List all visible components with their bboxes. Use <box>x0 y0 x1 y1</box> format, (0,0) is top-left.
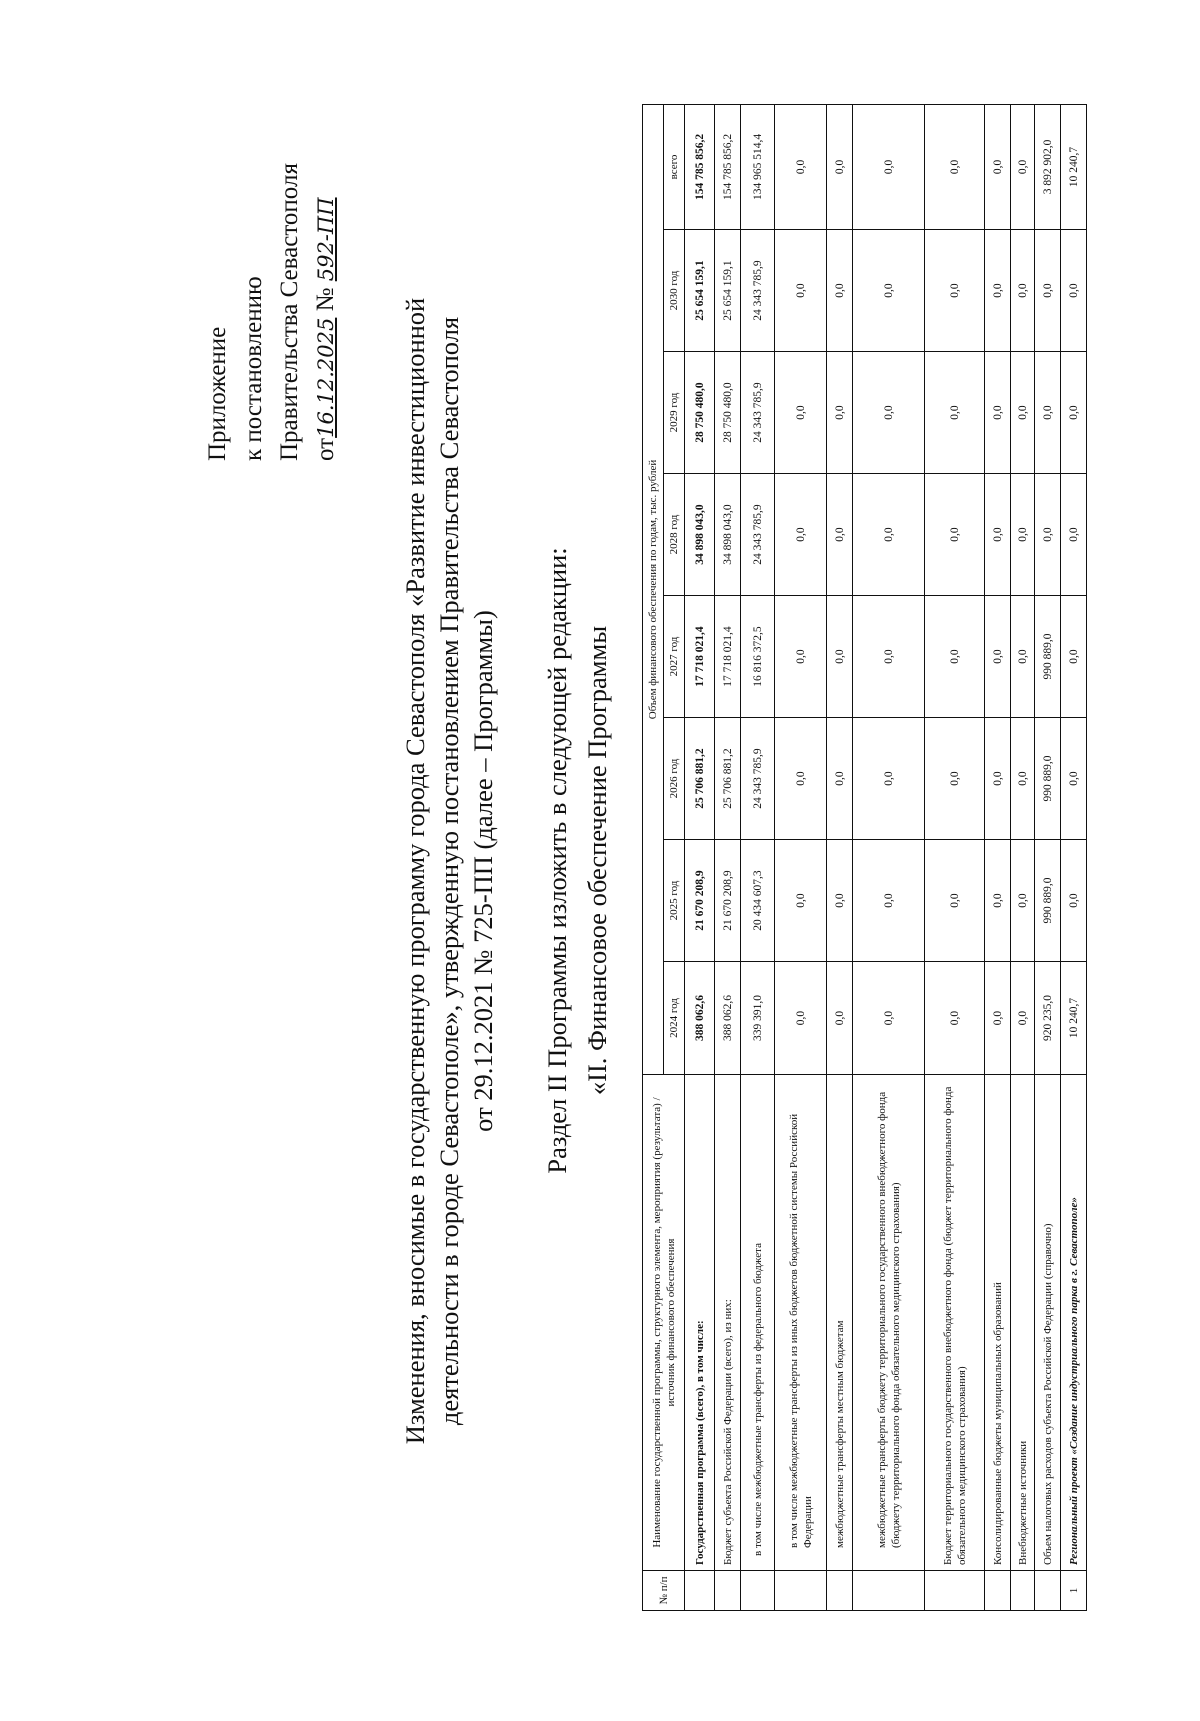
row-value: 0,0 <box>775 352 827 474</box>
table-row <box>853 104 925 1610</box>
section-title <box>580 0 614 1721</box>
heading-line-3: от 29.12.2021 № 725-ПП (далее – Программы) <box>468 610 498 1132</box>
row-value: 0,0 <box>1011 352 1035 474</box>
row-value: 34 898 043,0 <box>685 474 715 596</box>
header-name: Наименование государственной программы, структурного элемента, мероприятия (результата) / источник финансового обеспечения <box>643 1075 685 1571</box>
header-year: 2028 год <box>664 474 685 596</box>
row-num <box>715 1571 741 1611</box>
row-value: 0,0 <box>827 962 853 1075</box>
table-row <box>715 104 741 1610</box>
table-row <box>925 104 985 1610</box>
row-value: 3 892 902,0 <box>1035 104 1061 229</box>
row-value: 0,0 <box>1061 718 1087 840</box>
row-num <box>1011 1571 1035 1611</box>
row-value: 0,0 <box>1011 718 1035 840</box>
row-value: 388 062,6 <box>685 962 715 1075</box>
table-row <box>775 104 827 1610</box>
heading-line-1: Изменения, вносимые в государственную программу города Севастополя «Развитие инвестиционной <box>400 297 430 1445</box>
heading-line-2: деятельности в городе Севастополе», утвержденную постановлением Правительства Севастополя <box>434 316 464 1426</box>
row-name: межбюджетные трансферты бюджету территориального государственного внебюджетного фонда (бюджету территориального фонда обязательного медицинского страхования) <box>853 1075 925 1571</box>
row-value: 339 391,0 <box>741 962 775 1075</box>
header-year: 2025 год <box>664 840 685 962</box>
row-num <box>925 1571 985 1611</box>
row-value: 24 343 785,9 <box>741 718 775 840</box>
header-year: 2026 год <box>664 718 685 840</box>
table-row <box>1061 104 1087 1610</box>
row-value: 0,0 <box>985 230 1011 352</box>
appendix-number: 592-ПП <box>314 197 338 282</box>
row-value: 0,0 <box>985 352 1011 474</box>
row-value: 0,0 <box>985 596 1011 718</box>
row-num <box>1035 1571 1061 1611</box>
section-title-text: «II. Финансовое обеспечение Программы <box>582 625 612 1096</box>
row-value: 0,0 <box>853 840 925 962</box>
row-num <box>853 1571 925 1611</box>
row-value: 0,0 <box>925 352 985 474</box>
appendix-block <box>200 163 344 461</box>
row-value: 24 343 785,9 <box>741 352 775 474</box>
appendix-title: Приложение <box>204 326 231 461</box>
row-value: 0,0 <box>775 596 827 718</box>
row-value: 0,0 <box>853 596 925 718</box>
row-value: 388 062,6 <box>715 962 741 1075</box>
row-value: 154 785 856,2 <box>715 104 741 229</box>
document-heading <box>398 151 500 1591</box>
row-value: 0,0 <box>853 474 925 596</box>
row-value: 0,0 <box>827 352 853 474</box>
row-value: 0,0 <box>925 962 985 1075</box>
row-name: межбюджетные трансферты местным бюджетам <box>827 1075 853 1571</box>
table-header-row-1 <box>643 104 664 1610</box>
financing-table <box>642 104 1087 1611</box>
row-value: 0,0 <box>775 474 827 596</box>
row-value: 0,0 <box>985 962 1011 1075</box>
row-value: 0,0 <box>1011 474 1035 596</box>
row-num <box>685 1571 715 1611</box>
row-value: 0,0 <box>827 718 853 840</box>
row-value: 0,0 <box>1035 474 1061 596</box>
row-value: 134 965 514,4 <box>741 104 775 229</box>
row-value: 10 240,7 <box>1061 104 1087 229</box>
appendix-issuer: Правительства Севастополя <box>276 163 303 461</box>
row-value: 24 343 785,9 <box>741 230 775 352</box>
header-year: 2029 год <box>664 352 685 474</box>
row-value: 25 654 159,1 <box>715 230 741 352</box>
row-value: 0,0 <box>1011 230 1035 352</box>
row-value: 0,0 <box>775 104 827 229</box>
row-value: 0,0 <box>985 840 1011 962</box>
row-value: 990 889,0 <box>1035 596 1061 718</box>
financing-table-wrapper <box>642 105 1087 1611</box>
header-year: 2030 год <box>664 230 685 352</box>
appendix-to-resolution: к постановлению <box>240 276 267 461</box>
row-num: 1 <box>1061 1571 1087 1611</box>
row-num <box>985 1571 1011 1611</box>
table-row <box>741 104 775 1610</box>
row-value: 0,0 <box>985 104 1011 229</box>
row-value: 990 889,0 <box>1035 840 1061 962</box>
row-value: 0,0 <box>853 352 925 474</box>
table-row <box>1035 104 1061 1610</box>
row-num <box>741 1571 775 1611</box>
row-value: 0,0 <box>853 718 925 840</box>
row-value: 0,0 <box>853 230 925 352</box>
appendix-date: 16.12.2025 <box>314 317 338 438</box>
row-value: 0,0 <box>1011 596 1035 718</box>
row-value: 0,0 <box>827 474 853 596</box>
row-name: Бюджет территориального государственного внебюджетного фонда (бюджет территориального фонда обязательного медицинского страхования) <box>925 1075 985 1571</box>
row-value: 21 670 208,9 <box>685 840 715 962</box>
row-value: 25 706 881,2 <box>685 718 715 840</box>
table-row <box>827 104 853 1610</box>
row-value: 0,0 <box>925 718 985 840</box>
row-value: 28 750 480,0 <box>685 352 715 474</box>
header-num: № п/п <box>643 1571 685 1611</box>
row-name: Бюджет субъекта Российской Федерации (всего), из них: <box>715 1075 741 1571</box>
row-name: Государственная программа (всего), в том числе: <box>685 1075 715 1571</box>
table-row <box>1011 104 1035 1610</box>
row-value: 0,0 <box>985 474 1011 596</box>
row-value: 0,0 <box>853 104 925 229</box>
row-value: 0,0 <box>827 596 853 718</box>
row-value: 0,0 <box>775 230 827 352</box>
row-value: 34 898 043,0 <box>715 474 741 596</box>
row-value: 17 718 021,4 <box>685 596 715 718</box>
row-value: 0,0 <box>827 840 853 962</box>
row-value: 28 750 480,0 <box>715 352 741 474</box>
row-value: 16 816 372,5 <box>741 596 775 718</box>
row-value: 10 240,7 <box>1061 962 1087 1075</box>
appendix-from: от <box>312 437 339 461</box>
appendix-num-sign: № <box>312 287 339 312</box>
header-volume-group: Объем финансового обеспечения по годам, тыс. рублей <box>643 104 664 1074</box>
row-value: 25 706 881,2 <box>715 718 741 840</box>
row-value: 0,0 <box>1011 104 1035 229</box>
row-name: Объем налоговых расходов субъекта Российской Федерации (справочно) <box>1035 1075 1061 1571</box>
row-value: 0,0 <box>925 474 985 596</box>
header-year: 2024 год <box>664 962 685 1075</box>
row-value: 0,0 <box>775 718 827 840</box>
row-value: 0,0 <box>1011 840 1035 962</box>
table-row <box>685 104 715 1610</box>
row-name: в том числе межбюджетные трансферты из федерального бюджета <box>741 1075 775 1571</box>
row-name: Внебюджетные источники <box>1011 1075 1035 1571</box>
row-value: 0,0 <box>853 962 925 1075</box>
row-value: 0,0 <box>1061 352 1087 474</box>
section-instruction <box>540 0 574 1721</box>
row-value: 25 654 159,1 <box>685 230 715 352</box>
row-value: 0,0 <box>925 230 985 352</box>
row-value: 0,0 <box>775 840 827 962</box>
row-value: 21 670 208,9 <box>715 840 741 962</box>
row-value: 0,0 <box>1035 230 1061 352</box>
row-value: 0,0 <box>1035 352 1061 474</box>
row-value: 24 343 785,9 <box>741 474 775 596</box>
row-value: 0,0 <box>1061 230 1087 352</box>
row-value: 990 889,0 <box>1035 718 1061 840</box>
row-name: Региональный проект «Создание индустриального парка в г. Севастополе» <box>1061 1075 1087 1571</box>
row-value: 154 785 856,2 <box>685 104 715 229</box>
row-value: 17 718 021,4 <box>715 596 741 718</box>
row-value: 0,0 <box>925 596 985 718</box>
row-value: 0,0 <box>925 104 985 229</box>
row-value: 20 434 607,3 <box>741 840 775 962</box>
row-value: 0,0 <box>827 104 853 229</box>
row-name: в том числе межбюджетные трансферты из иных бюджетов бюджетной системы Российской Федерации <box>775 1075 827 1571</box>
header-total: всего <box>664 104 685 229</box>
row-name: Консолидированные бюджеты муниципальных образований <box>985 1075 1011 1571</box>
row-value: 0,0 <box>1061 840 1087 962</box>
row-num <box>775 1571 827 1611</box>
row-value: 0,0 <box>1061 596 1087 718</box>
row-num <box>827 1571 853 1611</box>
row-value: 0,0 <box>775 962 827 1075</box>
row-value: 0,0 <box>925 840 985 962</box>
row-value: 0,0 <box>827 230 853 352</box>
table-row <box>985 104 1011 1610</box>
appendix-date-number <box>308 163 344 461</box>
row-value: 0,0 <box>1011 962 1035 1075</box>
header-year: 2027 год <box>664 596 685 718</box>
row-value: 920 235,0 <box>1035 962 1061 1075</box>
section-instruction-text: Раздел II Программы изложить в следующей редакции: <box>542 547 572 1174</box>
row-value: 0,0 <box>985 718 1011 840</box>
row-value: 0,0 <box>1061 474 1087 596</box>
